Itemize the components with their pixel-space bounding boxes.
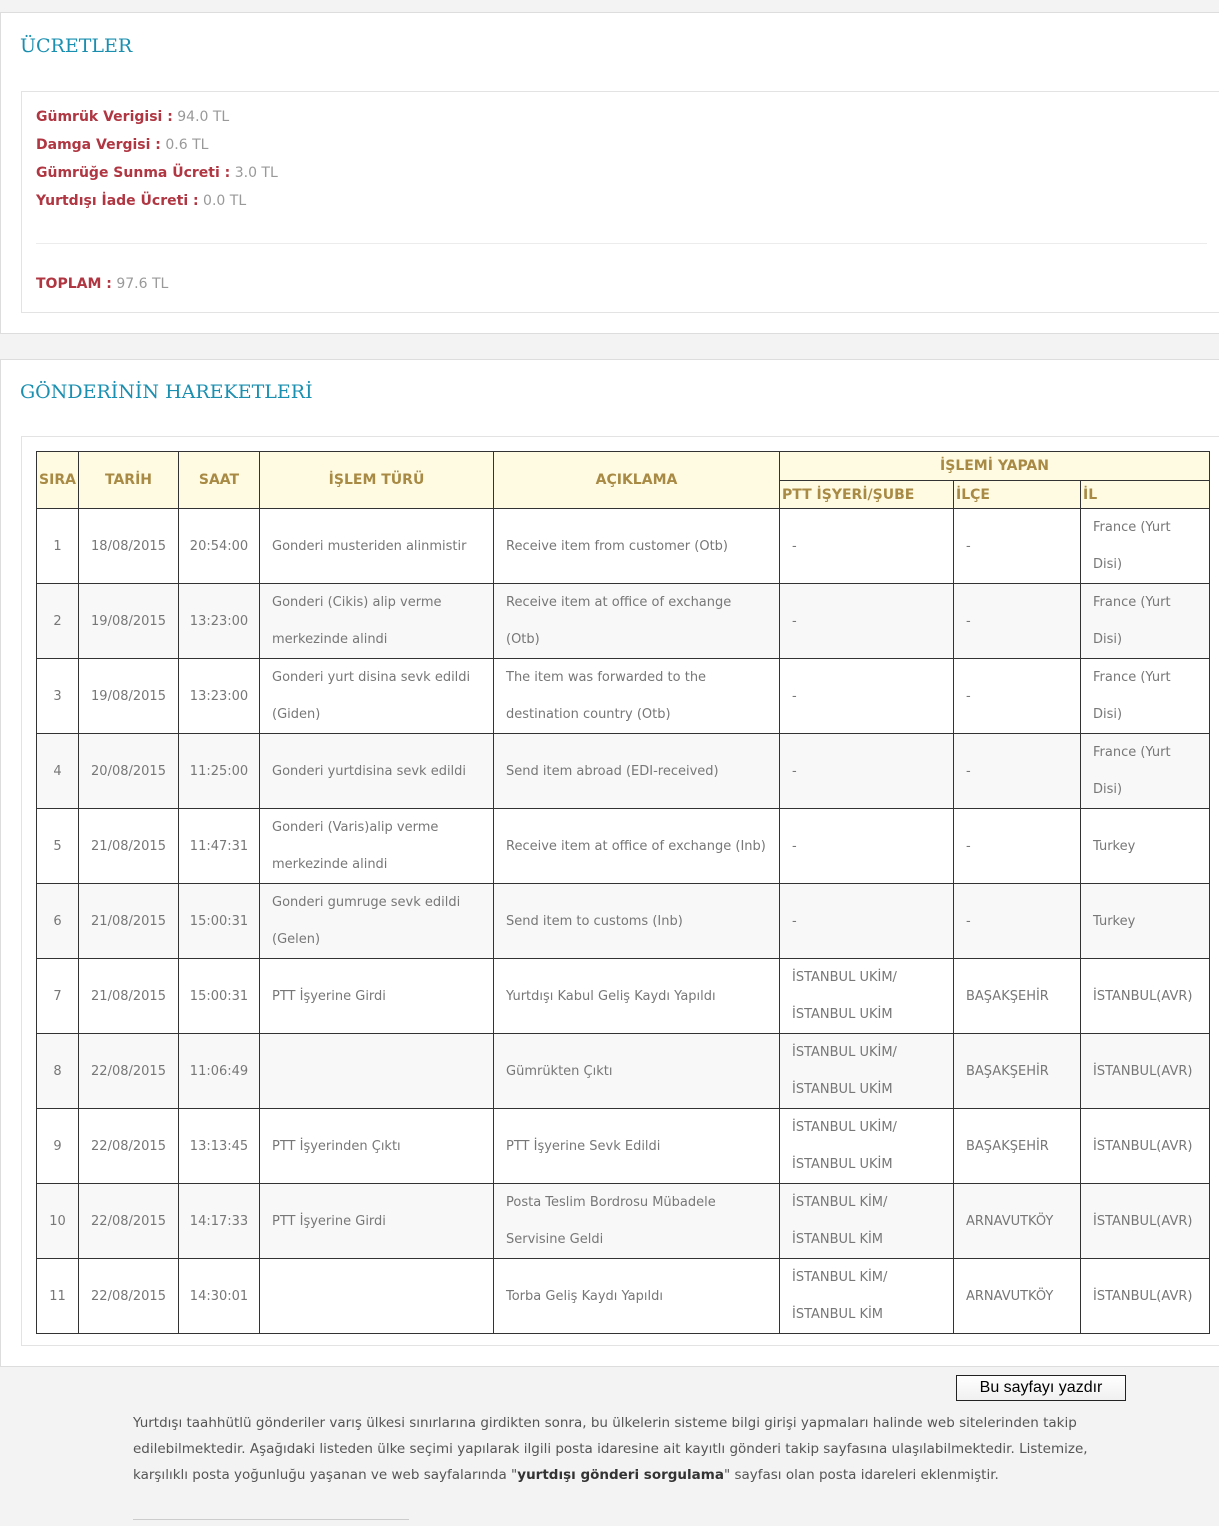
cell-islem: PTT İşyerine Girdi [260, 959, 494, 1034]
cell-aciklama: Receive item at office of exchange (Inb) [494, 809, 780, 884]
total-label: TOPLAM : [36, 276, 112, 292]
cell-tarih: 21/08/2015 [79, 809, 179, 884]
header-saat: SAAT [179, 452, 260, 509]
cell-ptt: - [780, 509, 954, 584]
movements-table [36, 451, 1210, 1334]
cell-sira: 8 [37, 1034, 79, 1109]
cell-ilce: - [954, 734, 1081, 809]
table-row [37, 809, 1210, 884]
table-row [37, 959, 1210, 1034]
movements-panel [0, 359, 1219, 1367]
cell-tarih: 22/08/2015 [79, 1109, 179, 1184]
cell-ilce: - [954, 659, 1081, 734]
cell-tarih: 19/08/2015 [79, 584, 179, 659]
footer-note-bold: yurtdışı gönderi sorgulama [517, 1467, 724, 1483]
table-row [37, 734, 1210, 809]
cell-ptt: - [780, 659, 954, 734]
cell-ilce: - [954, 584, 1081, 659]
fees-panel [0, 12, 1219, 334]
cell-il: İSTANBUL(AVR) [1081, 1109, 1210, 1184]
fee-value: 0.0 TL [203, 193, 247, 209]
fee-label: Gümrüğe Sunma Ücreti : [36, 165, 231, 181]
cell-ptt: İSTANBUL UKİM/ İSTANBUL UKİM [780, 959, 954, 1034]
header-islem-turu: İŞLEM TÜRÜ [260, 452, 494, 509]
cell-islem: Gonderi (Cikis) alip verme merkezinde alindi [260, 584, 494, 659]
cell-ilce: BAŞAKŞEHİR [954, 959, 1081, 1034]
cell-il: Turkey [1081, 809, 1210, 884]
table-row [37, 1109, 1210, 1184]
footer-note-text-end: " sayfası olan posta idareleri eklenmiştir. [723, 1467, 999, 1483]
cell-saat: 11:06:49 [179, 1034, 260, 1109]
cell-saat: 20:54:00 [179, 509, 260, 584]
table-row [37, 509, 1210, 584]
cell-sira: 4 [37, 734, 79, 809]
header-islemi-yapan: İŞLEMİ YAPAN [780, 452, 1210, 481]
cell-il: France (Yurt Disi) [1081, 734, 1210, 809]
cell-il: İSTANBUL(AVR) [1081, 1184, 1210, 1259]
cell-il: İSTANBUL(AVR) [1081, 1259, 1210, 1334]
fees-title: ÜCRETLER [20, 35, 133, 57]
cell-saat: 13:23:00 [179, 584, 260, 659]
cell-aciklama: Send item to customs (Inb) [494, 884, 780, 959]
cell-ptt: İSTANBUL UKİM/ İSTANBUL UKİM [780, 1034, 954, 1109]
cell-aciklama: PTT İşyerine Sevk Edildi [494, 1109, 780, 1184]
cell-ptt: - [780, 884, 954, 959]
cell-il: France (Yurt Disi) [1081, 659, 1210, 734]
cell-il: İSTANBUL(AVR) [1081, 1034, 1210, 1109]
movements-box [21, 436, 1219, 1346]
fee-value: 0.6 TL [165, 137, 209, 153]
fee-total [36, 276, 168, 292]
cell-saat: 13:13:45 [179, 1109, 260, 1184]
movements-title: GÖNDERİNİN HAREKETLERİ [20, 381, 313, 403]
cell-islem: Gonderi (Varis)alip verme merkezinde alindi [260, 809, 494, 884]
cell-ilce: - [954, 884, 1081, 959]
cell-tarih: 19/08/2015 [79, 659, 179, 734]
cell-ptt: İSTANBUL KİM/ İSTANBUL KİM [780, 1184, 954, 1259]
cell-ptt: İSTANBUL KİM/ İSTANBUL KİM [780, 1259, 954, 1334]
fee-label: Yurtdışı İade Ücreti : [36, 193, 199, 209]
cell-ilce: ARNAVUTKÖY [954, 1184, 1081, 1259]
cell-saat: 15:00:31 [179, 959, 260, 1034]
cell-aciklama: Posta Teslim Bordrosu Mübadele Servisine Geldi [494, 1184, 780, 1259]
cell-aciklama: The item was forwarded to the destination country (Otb) [494, 659, 780, 734]
fee-return-abroad [36, 193, 246, 209]
fee-customs-tax [36, 109, 229, 125]
cell-aciklama: Receive item at office of exchange (Otb) [494, 584, 780, 659]
cell-islem: Gonderi yurtdisina sevk edildi [260, 734, 494, 809]
cell-tarih: 22/08/2015 [79, 1259, 179, 1334]
cell-ptt: - [780, 809, 954, 884]
table-row [37, 1184, 1210, 1259]
cell-ptt: - [780, 584, 954, 659]
cell-ilce: ARNAVUTKÖY [954, 1259, 1081, 1334]
cell-islem [260, 1034, 494, 1109]
cell-il: France (Yurt Disi) [1081, 584, 1210, 659]
header-sira: SIRA [37, 452, 79, 509]
print-page-button[interactable]: Bu sayfayı yazdır [956, 1375, 1126, 1401]
cell-sira: 9 [37, 1109, 79, 1184]
cell-islem: Gonderi musteriden alinmistir [260, 509, 494, 584]
header-tarih: TARİH [79, 452, 179, 509]
table-row [37, 584, 1210, 659]
total-value: 97.6 TL [116, 276, 169, 292]
cell-tarih: 20/08/2015 [79, 734, 179, 809]
cell-islem: Gonderi gumruge sevk edildi (Gelen) [260, 884, 494, 959]
cell-aciklama: Yurtdışı Kabul Geliş Kaydı Yapıldı [494, 959, 780, 1034]
table-row [37, 1259, 1210, 1334]
cell-islem [260, 1259, 494, 1334]
cell-ilce: BAŞAKŞEHİR [954, 1109, 1081, 1184]
cell-sira: 3 [37, 659, 79, 734]
table-row [37, 884, 1210, 959]
fee-label: Gümrük Verigisi : [36, 109, 173, 125]
cell-saat: 11:25:00 [179, 734, 260, 809]
footer-note [133, 1410, 1133, 1488]
cell-aciklama: Gümrükten Çıktı [494, 1034, 780, 1109]
cell-ilce: - [954, 509, 1081, 584]
cell-tarih: 21/08/2015 [79, 959, 179, 1034]
cell-sira: 5 [37, 809, 79, 884]
cell-aciklama: Torba Geliş Kaydı Yapıldı [494, 1259, 780, 1334]
cell-ptt: - [780, 734, 954, 809]
fees-box [21, 91, 1219, 313]
cell-ilce: - [954, 809, 1081, 884]
cell-islem: Gonderi yurt disina sevk edildi (Giden) [260, 659, 494, 734]
cell-sira: 10 [37, 1184, 79, 1259]
cell-tarih: 22/08/2015 [79, 1034, 179, 1109]
cell-il: İSTANBUL(AVR) [1081, 959, 1210, 1034]
fee-value: 94.0 TL [177, 109, 230, 125]
fee-label: Damga Vergisi : [36, 137, 161, 153]
cell-il: Turkey [1081, 884, 1210, 959]
cell-saat: 14:17:33 [179, 1184, 260, 1259]
header-ptt-isyeri: PTT İŞYERİ/ŞUBE [780, 481, 954, 509]
cell-ptt: İSTANBUL UKİM/ İSTANBUL UKİM [780, 1109, 954, 1184]
cell-saat: 11:47:31 [179, 809, 260, 884]
cell-aciklama: Receive item from customer (Otb) [494, 509, 780, 584]
fee-value: 3.0 TL [234, 165, 278, 181]
table-row [37, 659, 1210, 734]
header-il: İL [1081, 481, 1210, 509]
cell-sira: 11 [37, 1259, 79, 1334]
cell-saat: 14:30:01 [179, 1259, 260, 1334]
fee-stamp-tax [36, 137, 208, 153]
header-ilce: İLÇE [954, 481, 1081, 509]
fees-divider [36, 243, 1207, 244]
cell-tarih: 22/08/2015 [79, 1184, 179, 1259]
cell-saat: 13:23:00 [179, 659, 260, 734]
cell-tarih: 18/08/2015 [79, 509, 179, 584]
country-select[interactable] [133, 1519, 409, 1526]
cell-sira: 1 [37, 509, 79, 584]
table-row [37, 1034, 1210, 1109]
cell-ilce: BAŞAKŞEHİR [954, 1034, 1081, 1109]
cell-saat: 15:00:31 [179, 884, 260, 959]
cell-sira: 2 [37, 584, 79, 659]
cell-aciklama: Send item abroad (EDI-received) [494, 734, 780, 809]
fee-customs-submission [36, 165, 278, 181]
cell-sira: 6 [37, 884, 79, 959]
cell-islem: PTT İşyerinden Çıktı [260, 1109, 494, 1184]
cell-tarih: 21/08/2015 [79, 884, 179, 959]
footer-note-text: Yurtdışı taahhütlü gönderiler varış ülkesi sınırlarına girdikten sonra, bu ülkelerin sisteme bilgi girişi yapmaları halinde web sitelerinden takip edilebilmektedir. Aşağıdaki listeden ülke seçimi yapılarak ilgili posta idaresine ait kayıtlı gönderi takip sayfasına ulaşılabilmektedir. Listemize, karşılıklı posta yoğunluğu yaşanan ve web sayfalarında " [133, 1415, 1088, 1483]
header-aciklama: AÇIKLAMA [494, 452, 780, 509]
cell-islem: PTT İşyerine Girdi [260, 1184, 494, 1259]
cell-il: France (Yurt Disi) [1081, 509, 1210, 584]
cell-sira: 7 [37, 959, 79, 1034]
